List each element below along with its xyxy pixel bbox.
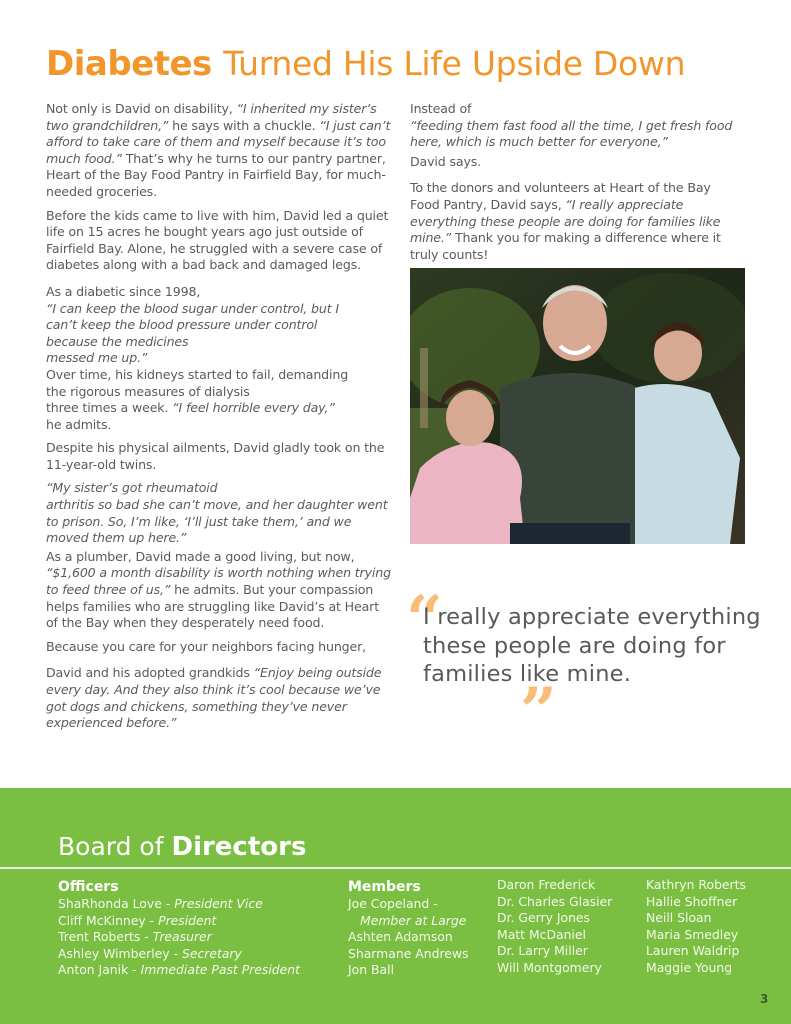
member-item: Dr. Gerry Jones [497, 910, 591, 926]
member-item: Hallie Shoffner [646, 893, 738, 909]
board-title-bold: Directors [171, 832, 307, 862]
officer-name: ShaRhonda Love - [58, 896, 175, 911]
member-item: Maria Smedley [646, 926, 739, 942]
text: As a plumber, David made a good living, but now, [46, 548, 355, 564]
left-column [46, 101, 391, 739]
quote: arthritis so bad she can’t move, and her daughter went to prison. So, I’m like, ‘I’ll just take them,’ and we moved them up here.” [46, 497, 388, 546]
board-title [58, 830, 306, 864]
paragraph-3 [46, 284, 391, 433]
officer-role: President Vice [174, 896, 263, 911]
member-item: Daron Frederick [497, 877, 596, 892]
officer-item [58, 929, 300, 946]
text: That’s why he turns to our pantry partner, Heart of the Bay Food Pantry in Fairfield Bay, for much-needed groceries. [46, 150, 386, 199]
officer-name: Trent Roberts - [58, 929, 153, 945]
family-photo-icon [410, 268, 745, 544]
quote: “I feel horrible every day,” [172, 400, 335, 416]
member-item: Ashten Adamson [348, 929, 453, 945]
text: Thank you for making a difference where it truly counts! [410, 230, 721, 262]
text: he admits. But your compassion helps families who are struggling like David’s at Heart of the Bay when they desperately need food. [46, 582, 379, 631]
text: he admits. [46, 416, 112, 432]
quote: messed me up.” [46, 350, 148, 366]
article-title [46, 42, 685, 86]
member-item: Dr. Larry Miller [497, 943, 588, 959]
quote: “I just can’t afford to take care of them and myself because it’s too much food.” [46, 117, 391, 166]
text: David says. [410, 153, 482, 169]
member-item: Matt McDaniel [497, 926, 586, 942]
officer-name: Anton Janik - [58, 962, 141, 978]
text: he says with a chuckle. [168, 117, 320, 133]
quote: “I really appreciate everything these people are doing for families like mine.” [410, 196, 721, 246]
members-heading: Members [348, 879, 421, 895]
officer-item [58, 913, 300, 930]
members-list [348, 879, 469, 979]
paragraph-8 [46, 665, 391, 731]
quote: “My sister’s got rheumatoid [46, 480, 218, 496]
paragraph-9 [410, 101, 760, 170]
officer-item [58, 896, 300, 913]
paragraph-1 [46, 101, 391, 201]
close-quote-icon: ” [520, 674, 557, 749]
member-item: Joe Copeland - [348, 896, 438, 911]
quote: “feeding them fast food all the time, I get fresh food here, which is much better for everyone,” [410, 117, 733, 150]
member-item: Sharmane Andrews [348, 945, 469, 961]
officer-name: Cliff McKinney - [58, 912, 159, 928]
officer-name: Ashley Wimberley - [58, 945, 182, 961]
paragraph-7: Because you care for your neighbors facing hunger, [46, 638, 366, 654]
paragraph-5 [46, 480, 391, 546]
board-of-directors-section [0, 788, 791, 1024]
page-number: 3 [760, 992, 769, 1006]
officer-role: Treasurer [152, 929, 212, 945]
text: David and his adopted grandkids [46, 665, 254, 681]
quote: “I can keep the blood sugar under control, but I can’t keep the blood pressure under control because the medicines [46, 300, 339, 349]
text: Not only is David on disability, [46, 101, 237, 116]
text: Over time, his kidneys started to fail, demanding the rigorous measures of dialysis [46, 366, 349, 399]
board-title-light: Board of [58, 832, 164, 861]
member-item: Lauren Waldrip [646, 943, 740, 959]
officers-heading: Officers [58, 879, 119, 895]
text: three times a week. [46, 400, 173, 416]
officers-list [58, 879, 300, 979]
paragraph-2: Before the kids came to live with him, David led a quiet life on 15 acres he bought years ago just outside of Fairfield Bay. Alone, he struggled with a severe case of diabetes along with a bad back and damaged legs. [46, 207, 389, 273]
members-list-2 [497, 877, 612, 977]
officer-item [58, 946, 300, 963]
member-item: Dr. Charles Glasier [497, 893, 613, 909]
divider [0, 867, 791, 869]
member-item: Jon Ball [348, 962, 395, 978]
member-item: Maggie Young [646, 959, 733, 975]
member-item: Neill Sloan [646, 910, 712, 926]
open-quote-icon: “ [406, 582, 443, 657]
text: To the donors and volunteers at Heart of the Bay Food Pantry, David says, [410, 180, 711, 212]
right-column [410, 101, 760, 270]
text: As a diabetic since 1998, [46, 283, 201, 299]
title-rest: Turned His Life Upside Down [223, 44, 686, 83]
members-list-3 [646, 877, 746, 977]
member-item: Kathryn Roberts [646, 877, 746, 892]
officer-role: Immediate Past President [140, 962, 300, 978]
title-bold: Diabetes [46, 44, 212, 84]
quote: “Enjoy being outside every day. And they also think it’s cool because we’ve got dogs and chickens, something they’ve never experienced before.” [46, 665, 382, 731]
officer-item [58, 962, 300, 979]
member-role: Member at Large [360, 912, 467, 928]
officer-role: President [158, 912, 217, 928]
officer-role: Secretary [181, 945, 242, 961]
paragraph-10 [410, 180, 740, 263]
quote: “$1,600 a month disability is worth nothing when trying to feed three of us,” [46, 565, 391, 598]
family-photo [410, 268, 745, 544]
quote: “I inherited my sister’s two grandchildren,” [46, 101, 377, 133]
text: Instead of [410, 101, 472, 116]
pull-quote: I really appreciate everything these people are doing for families like mine. [423, 604, 761, 687]
paragraph-6 [46, 549, 391, 632]
member-item: Will Montgomery [497, 959, 602, 975]
paragraph-4: Despite his physical ailments, David gladly took on the 11-year-old twins. [46, 440, 385, 472]
